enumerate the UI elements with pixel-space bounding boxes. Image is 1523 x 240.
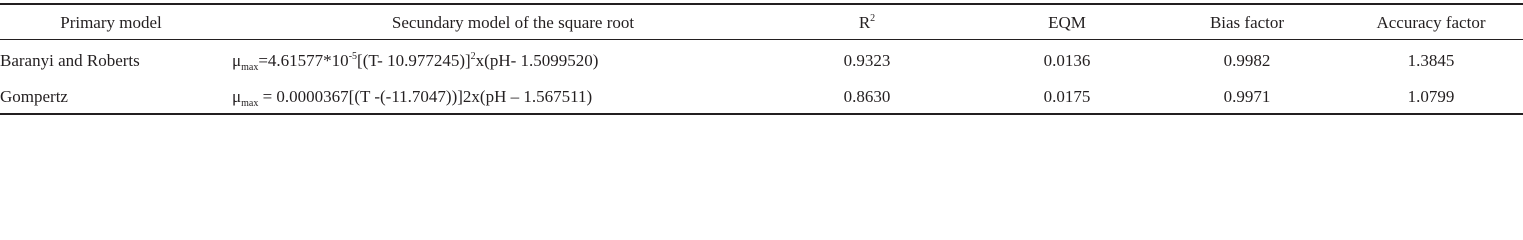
equation-part: = 0.0000367[(T -(-11.7047))]2x(pH – 1.567511): [258, 87, 593, 106]
cell-primary-model: Baranyi and Roberts: [0, 51, 140, 70]
equation-subscript: max: [241, 62, 259, 73]
table-row: [0, 82, 1523, 112]
header-primary-model: Primary model: [60, 13, 162, 32]
cell-r2: 0.9323: [843, 51, 891, 70]
table-top-rule: [0, 3, 1523, 5]
header-r2-superscript: 2: [870, 13, 876, 24]
equation-part: [(T- 10.977245)]: [357, 51, 471, 70]
equation-part: =4.61577*10: [258, 51, 349, 70]
equation-mu: μ: [232, 87, 242, 106]
cell-bias-factor: 0.9971: [1223, 87, 1271, 106]
table-row: [0, 46, 1523, 76]
header-eqm: EQM: [1048, 13, 1086, 32]
equation-part: x(pH- 1.5099520): [475, 51, 599, 70]
equation-mu: μ: [232, 51, 242, 70]
cell-r2: 0.8630: [843, 87, 891, 106]
table-header-rule: [0, 39, 1523, 40]
cell-accuracy-factor: 1.3845: [1407, 51, 1455, 70]
cell-primary-model: Gompertz: [0, 87, 68, 106]
cell-eqm: 0.0136: [1043, 51, 1091, 70]
cell-eqm: 0.0175: [1043, 87, 1091, 106]
equation-superscript: -5: [348, 51, 358, 62]
cell-accuracy-factor: 1.0799: [1407, 87, 1455, 106]
header-secondary-model: Secundary model of the square root: [391, 13, 635, 32]
table-bottom-rule: [0, 113, 1523, 115]
equation-subscript: max: [241, 98, 259, 109]
equation-superscript: 2: [470, 51, 476, 62]
header-r2: [824, 8, 910, 38]
cell-secondary-equation: [232, 46, 794, 76]
header-accuracy-factor: Accuracy factor: [1376, 13, 1486, 32]
header-bias-factor: Bias factor: [1209, 13, 1285, 32]
cell-secondary-equation: [232, 82, 794, 112]
table-header-row: [0, 8, 1523, 38]
header-r2-base: R: [858, 13, 871, 32]
cell-bias-factor: 0.9982: [1223, 51, 1271, 70]
model-table: [0, 0, 1523, 116]
